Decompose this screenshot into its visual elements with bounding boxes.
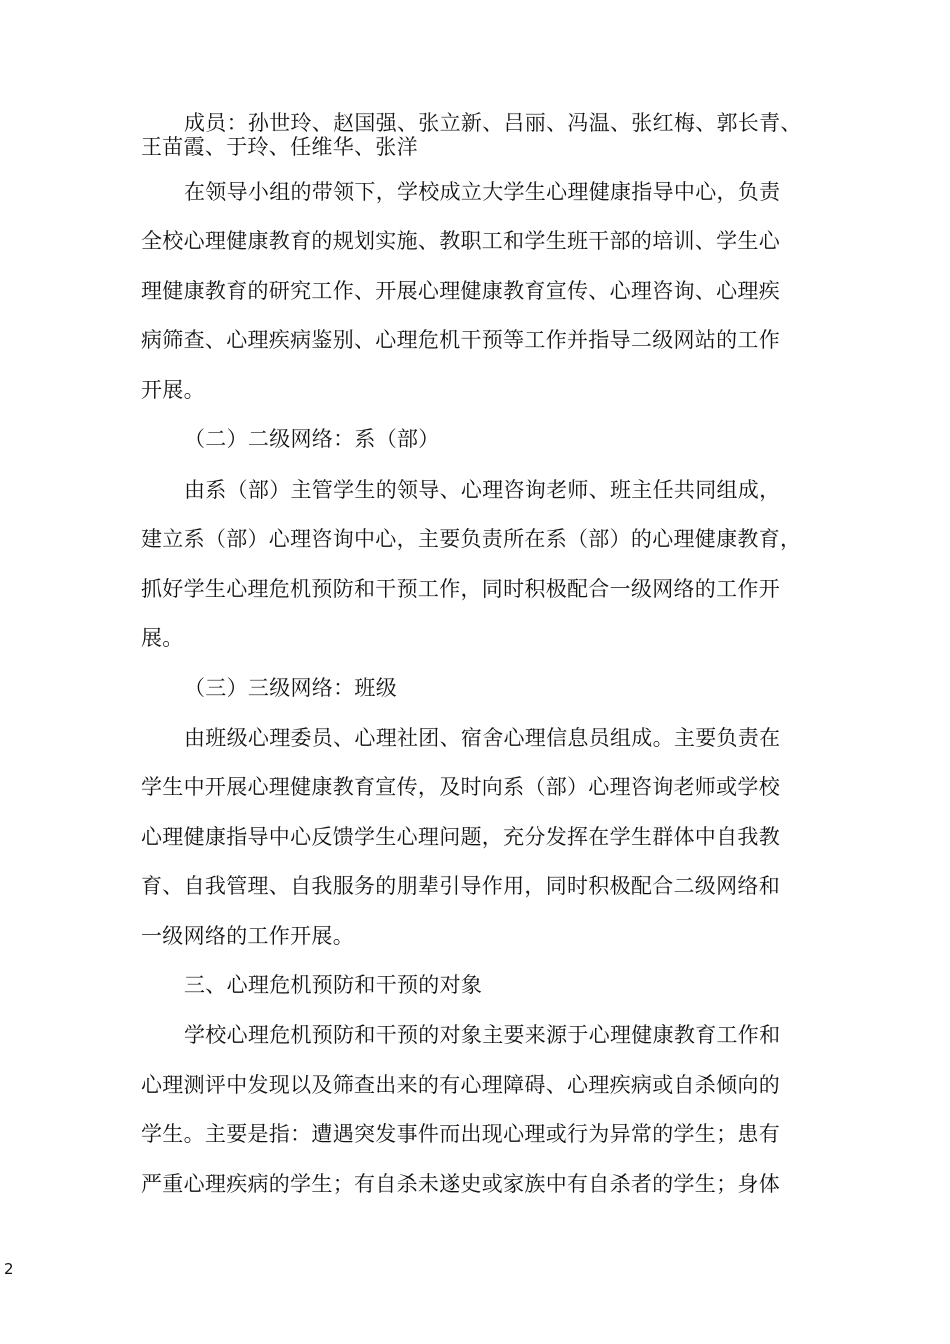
text-line: 在领导小组的带领下，学校成立大学生心理健康指导中心，负责: [184, 180, 781, 204]
text-line: 建立系（部）心理咨询中心，主要负责所在系（部）的心理健康教育，: [141, 527, 802, 551]
text-line: 一级网络的工作开展。: [141, 924, 354, 948]
text-line: 学生。主要是指：遭遇突发事件而出现心理或行为异常的学生；患有: [141, 1122, 780, 1146]
text-line: 理健康教育的研究工作、开展心理健康教育宣传、心理咨询、心理疾: [141, 279, 780, 303]
text-line: 学校心理危机预防和干预的对象主要来源于心理健康教育工作和: [184, 1023, 781, 1047]
text-line: 由班级心理委员、心理社团、宿舍心理信息员组成。主要负责在: [184, 726, 781, 750]
section-heading-three: 三、心理危机预防和干预的对象: [184, 973, 483, 997]
section-heading-level2: （二）二级网络：系（部）: [184, 427, 440, 451]
text-line: 心理测评中发现以及筛查出来的有心理障碍、心理疾病或自杀倾向的: [141, 1073, 780, 1097]
text-line-members-cont: 王苗霞、于玲、任维华、张洋: [141, 135, 418, 159]
text-line: 学生中开展心理健康教育宣传，及时向系（部）心理咨询老师或学校: [141, 775, 780, 799]
text-line-members: 成员：孙世玲、赵国强、张立新、吕丽、冯温、张红梅、郭长青、: [184, 111, 802, 135]
text-line: 展。: [141, 626, 184, 650]
page-number: 2: [4, 1260, 14, 1278]
text-line: 由系（部）主管学生的领导、心理咨询老师、班主任共同组成，: [184, 478, 781, 502]
text-line: 严重心理疾病的学生；有自杀未遂史或家族中有自杀者的学生；身体: [141, 1172, 780, 1196]
text-line: 病筛查、心理疾病鉴别、心理危机干预等工作并指导二级网站的工作: [141, 328, 780, 352]
section-heading-level3: （三）三级网络：班级: [184, 676, 397, 700]
text-line: 全校心理健康教育的规划实施、教职工和学生班干部的培训、学生心: [141, 229, 780, 253]
text-line: 开展。: [141, 378, 205, 402]
text-line: 抓好学生心理危机预防和干预工作，同时积极配合一级网络的工作开: [141, 577, 780, 601]
text-line: 育、自我管理、自我服务的朋辈引导作用，同时积极配合二级网络和: [141, 874, 780, 898]
text-line: 心理健康指导中心反馈学生心理问题，充分发挥在学生群体中自我教: [141, 825, 780, 849]
